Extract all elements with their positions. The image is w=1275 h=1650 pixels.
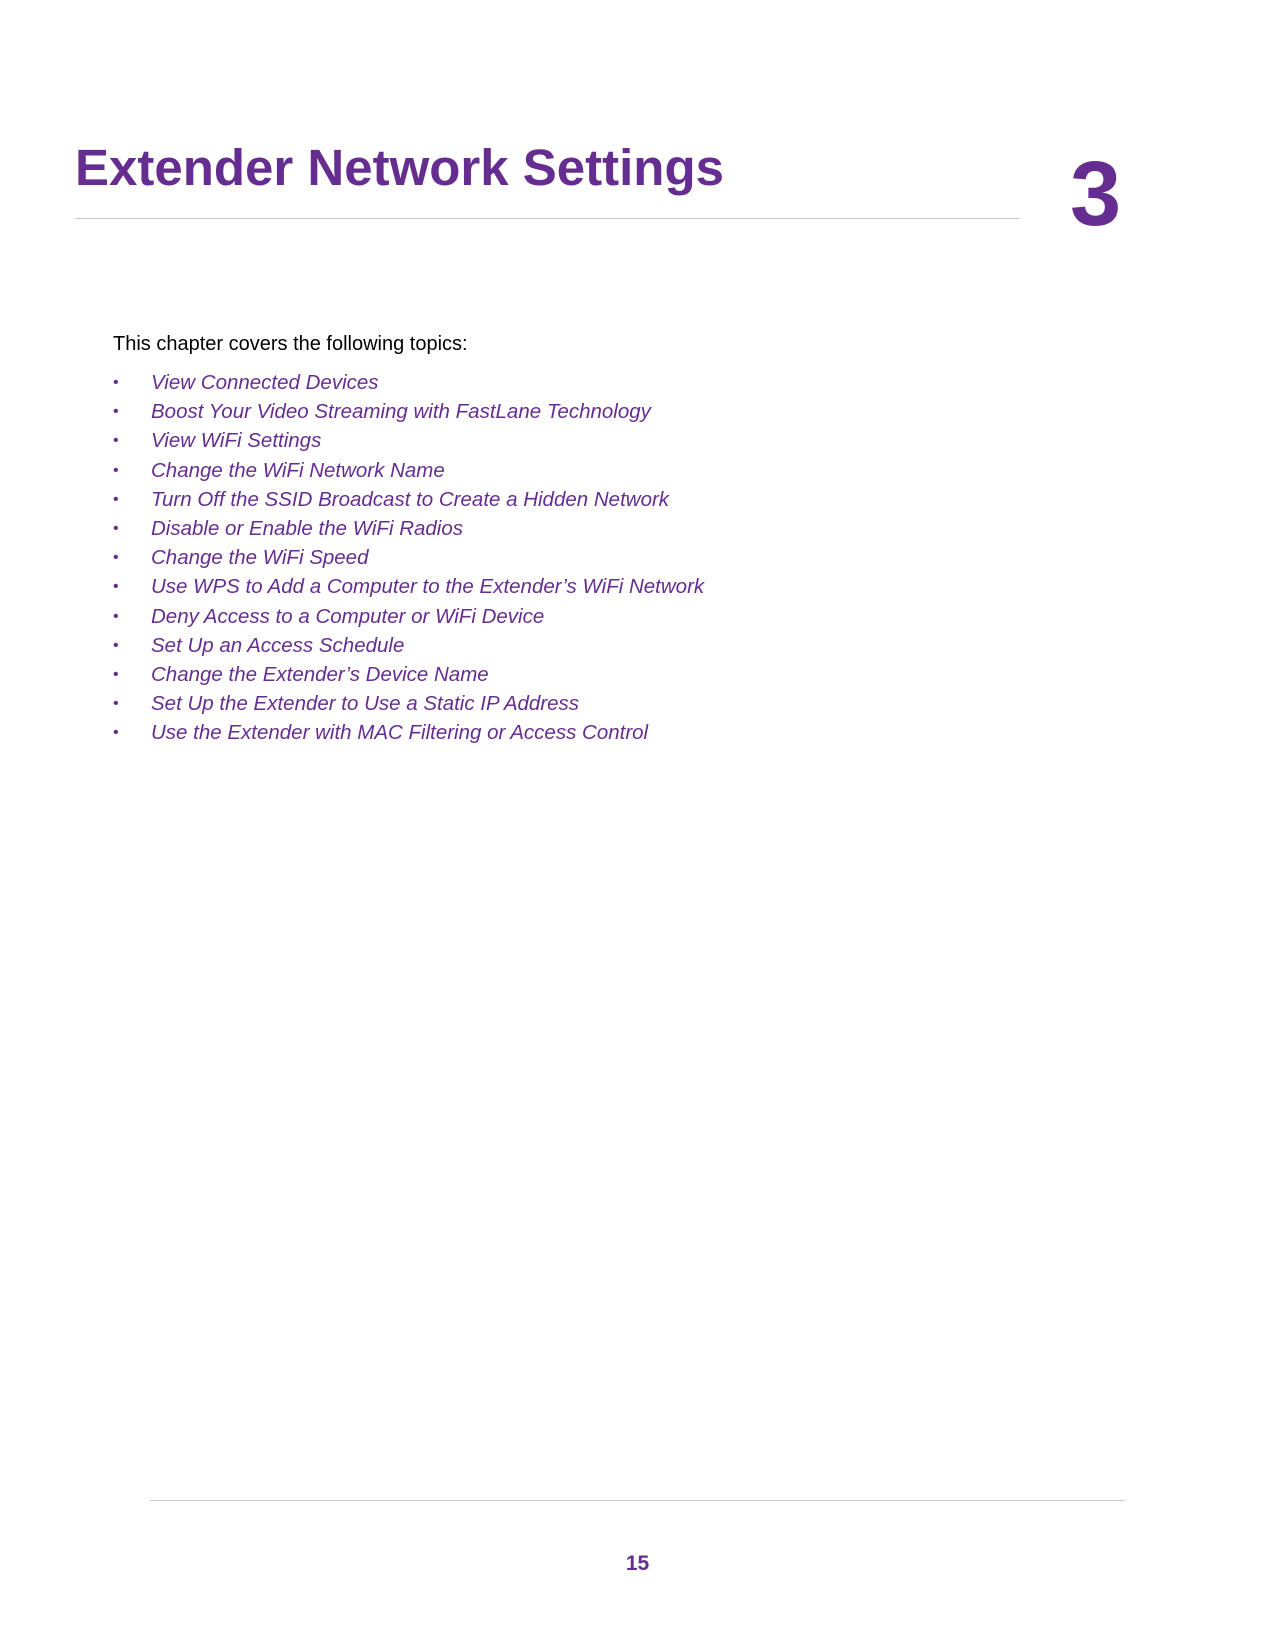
bullet-icon: • <box>113 636 119 654</box>
bullet-icon: • <box>113 578 119 596</box>
bullet-icon: • <box>113 490 119 508</box>
bullet-icon: • <box>113 519 119 537</box>
topic-link-boost-video-streaming[interactable]: Boost Your Video Streaming with FastLane Technology <box>151 400 651 424</box>
bullet-icon: • <box>113 724 119 742</box>
topic-link-view-wifi-settings[interactable]: View WiFi Settings <box>151 429 322 453</box>
topic-link-view-connected-devices[interactable]: View Connected Devices <box>151 371 379 394</box>
chapter-title: Extender Network Settings <box>75 139 724 196</box>
bullet-icon: • <box>113 665 119 683</box>
topic-link-deny-access[interactable]: Deny Access to a Computer or WiFi Device <box>151 604 545 628</box>
bullet-icon: • <box>113 432 119 450</box>
topic-link-change-wifi-network-name[interactable]: Change the WiFi Network Name <box>151 458 445 482</box>
topic-link-mac-filtering[interactable]: Use the Extender with MAC Filtering or Access Control <box>151 721 649 745</box>
footer-divider <box>150 1500 1125 1501</box>
page-number: 15 <box>625 1552 650 1575</box>
intro-text: This chapter covers the following topics: <box>113 333 468 355</box>
bullet-icon: • <box>113 403 119 421</box>
bullet-icon: • <box>113 374 119 391</box>
topic-link-disable-enable-wifi-radios[interactable]: Disable or Enable the WiFi Radios <box>151 516 464 540</box>
bullet-icon: • <box>113 695 119 713</box>
topic-link-change-wifi-speed[interactable]: Change the WiFi Speed <box>151 546 369 570</box>
topic-link-turn-off-ssid-broadcast[interactable]: Turn Off the SSID Broadcast to Create a Hidden Network <box>151 487 670 511</box>
topic-link-static-ip-address[interactable]: Set Up the Extender to Use a Static IP Address <box>151 692 580 716</box>
topic-link-access-schedule[interactable]: Set Up an Access Schedule <box>151 633 405 657</box>
bullet-icon: • <box>113 607 119 625</box>
bullet-icon: • <box>113 461 119 479</box>
bullet-icon: • <box>113 549 119 567</box>
topic-link-use-wps[interactable]: Use WPS to Add a Computer to the Extender’s WiFi Network <box>151 575 705 599</box>
topic-link-change-device-name[interactable]: Change the Extender’s Device Name <box>151 662 489 686</box>
chapter-number: 3 <box>1070 143 1122 245</box>
title-divider <box>75 218 1020 219</box>
